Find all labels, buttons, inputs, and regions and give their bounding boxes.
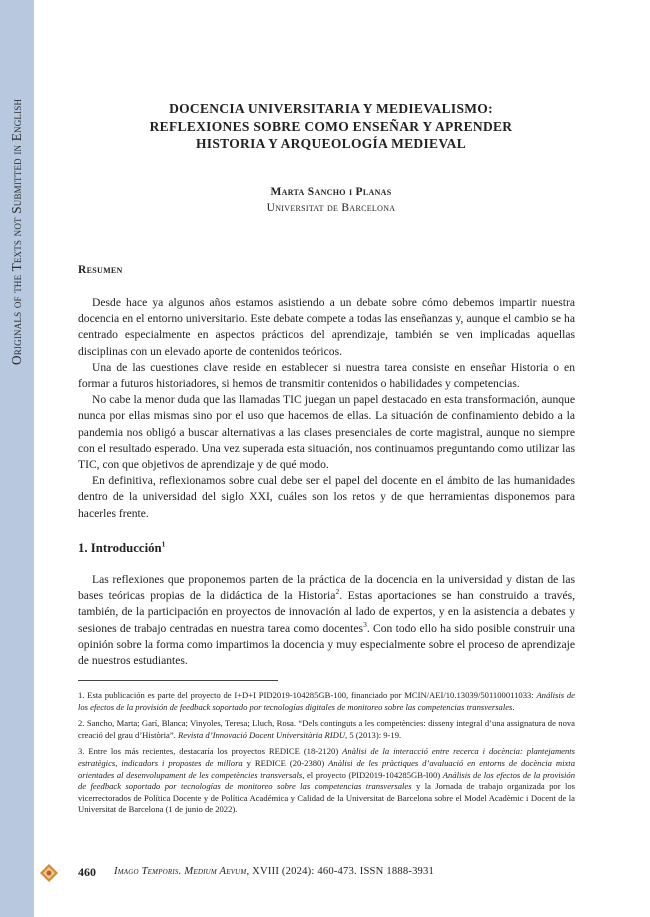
text-segment: , el proyecto (PID2019-104285GB-I00) — [302, 769, 443, 780]
italic-segment: Revista d’Innovació Docent Universitària RIDU — [177, 729, 346, 740]
text-segment: . — [512, 701, 515, 712]
citation-text: , XVIII (2024): 460-473. ISSN 1888-3931 — [246, 866, 435, 877]
footnote-ref[interactable]: 3 — [363, 619, 367, 629]
footnote-3 — [78, 746, 575, 816]
text-segment: 2. Sancho, Marta; Garí, Blanca; Vinyoles, Teresa; Lluch, Rosa. “Dels continguts a les competències: disseny integral d’una assignatura de nova creació del grau d’Història”. — [78, 718, 575, 740]
italic-segment: Anàlisi de la interacció entre recerca i docència: plantejaments estratègics, indicadors i propostes de millora — [78, 746, 575, 768]
text-segment: Las reflexiones que proponemos parten de la práctica de la docencia en la universidad y distan de las bases teóricas propias de la didáctica de la Historia — [78, 573, 575, 603]
abstract-paragraph: No cabe la menor duda que las llamadas TIC juegan un papel destacado en esta transformación, aunque nunca por ellas mismas sino por el uso que hacemos de ellas. La situación de confinamiento debido a la pandemia nos obligó a buscar alternativas a las clases presenciales de corte magistral, aunque no siempre con el resultado esperado. Una vez superada esta situación, nos continuamos preguntando como utilizar las TIC, con que objetivos de aprendizaje y de qué modo. — [78, 393, 575, 472]
page-number: 460 — [78, 865, 96, 879]
text-segment: y REDICE (20-2380) — [242, 757, 329, 768]
text-segment: 1. Esta publicación es parte del proyecto de I+D+I PID2019-104285GB-100, financiado por MCIN/AEI/10.13039/501100011033: — [78, 690, 537, 700]
footnote-ref[interactable]: 2 — [335, 587, 340, 597]
side-band-label: Originals of the Texts not Submitted in English — [9, 98, 24, 365]
title-line: HISTORIA Y ARQUEOLOGÍA MEDIEVAL — [196, 136, 466, 151]
footnote-ref[interactable]: 1 — [161, 539, 166, 549]
page-footer — [40, 864, 600, 882]
side-band — [0, 0, 34, 917]
footnotes — [78, 690, 575, 821]
journal-name: Imago Temporis. Medium Aevum — [114, 866, 247, 877]
title-line: REFLEXIONES SOBRE COMO ENSEÑAR Y APRENDER — [149, 118, 513, 134]
abstract-paragraph: En definitiva, reflexionamos sobre cual debe ser el papel del docente en el ámbito de las humanidades dentro de la universidad del siglo XXI, cuáles son los retos y de que herramientas disponemos para hacerles frente. — [78, 474, 575, 520]
text-segment: 3. Entre los más recientes, destacaría los proyectos REDICE (18-2120) — [78, 746, 343, 757]
author-name: Marta Sancho i Planas — [270, 186, 392, 198]
text-segment: , 5 (2013): 9-19. — [345, 729, 402, 740]
text-segment: y la Jornada de trabajo organizada por los vicerrectorados de Política Docente y de Política Académica y Calidad de la Universitat de Barcelona sobre el Model Acadèmic i Docent de la Universitat de Barcelona (1 de junio de 2022). — [78, 781, 576, 815]
italic-segment: Anàlisi de les pràctiques d’avaluació en entorns de docència mixta orientades al desenvolupament de les competències transversals — [78, 757, 575, 780]
abstract-label: Resumen — [78, 264, 123, 276]
article-title — [80, 100, 582, 153]
section-heading — [78, 541, 165, 556]
footnote-1 — [78, 690, 575, 713]
introduction-body — [78, 572, 575, 669]
journal-citation — [114, 866, 434, 877]
text-segment: . Con todo ello ha sido posible construir una opinión sobre la forma como impartimos la docencia y muy especialmente sobre el proceso de aprendizaje de nuestros estudiantes. — [78, 621, 575, 668]
abstract-paragraph: Una de las cuestiones clave reside en establecer si nuestra tarea consiste en enseñar Historia o en formar a futuros historiadores, si hemos de transmitir contenidos o habilidades y competencias. — [78, 360, 575, 391]
italic-segment: Análisis de los efectos de la provisión de feedback soportado por tecnologías digitales de monitoreo sobre las competencias transversales — [78, 690, 575, 712]
journal-logo-icon — [40, 864, 58, 882]
author-block — [80, 184, 582, 216]
abstract-paragraph: Desde hace ya algunos años estamos asistiendo a un debate sobre cómo debemos impartir nuestra docencia en el entorno universitario. Este debate compete a todas las enseñanzas y, aunque el cambio se ha centrado especialmente en aspectos prácticos del aprendizaje, también se ven implicadas aquellas disciplinas con un elevado aporte de contenidos teóricos. — [78, 296, 575, 358]
title-line: DOCENCIA UNIVERSITARIA Y MEDIEVALISMO: — [169, 101, 493, 116]
abstract-body — [78, 295, 575, 522]
text-segment: . Estas aportaciones se han construido a través, también, de la participación en proyectos de innovación al lado de expertos, y en la asistencia a debates y sesiones de trabajo centradas en nuestra tarea como docentes — [78, 589, 575, 635]
footnote-2 — [78, 718, 575, 741]
italic-segment: Análisis de los efectos de la provisión de feedback soportado por tecnologías de monitoreo sobre las competencias transversales — [78, 769, 576, 792]
author-affiliation: Universitat de Barcelona — [266, 202, 396, 214]
section-heading-text: 1. Introducción — [78, 541, 162, 555]
introduction-paragraph — [78, 572, 575, 669]
footnote-divider — [78, 680, 278, 681]
